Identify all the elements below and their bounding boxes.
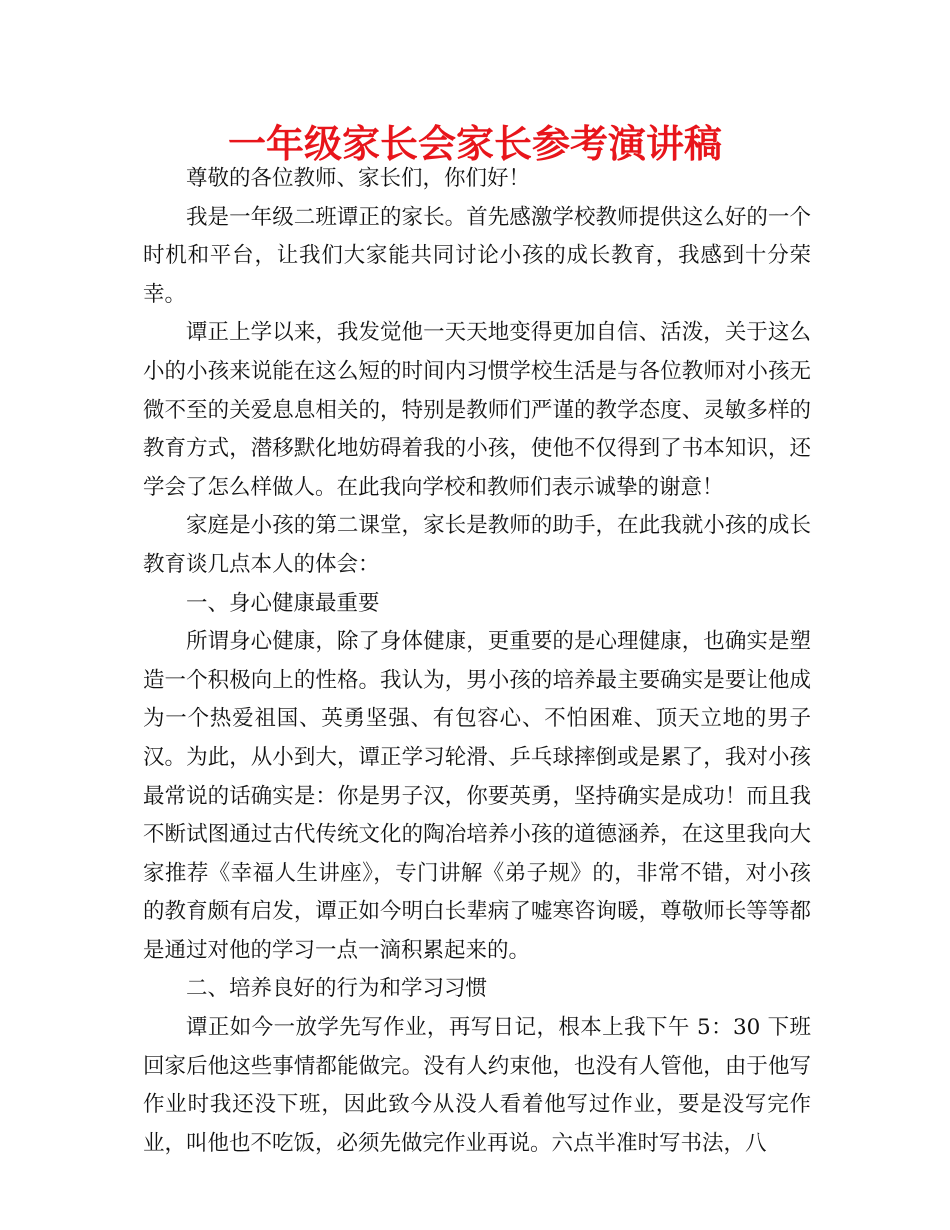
paragraph-family: 家庭是小孩的第二课堂，家长是教师的助手，在此我就小孩的成长教育谈几点本人的体会： (143, 513, 811, 577)
paragraph-health: 所谓身心健康，除了身体健康，更重要的是心理健康，也确实是塑造一个积极向上的性格。我认为，男小孩的培养最主要确实是要让他成为一个热爱祖国、英勇坚强、有包容心、不怕困难、顶天立地的男子汉。为此，从小到大，谭正学习轮滑、乒乓球摔倒或是累了，我对小孩最常说的话确实是：你是男子汉，你要英勇，坚持确实是成功！而且我不断试图通过古代传统文化的陶冶培养小孩的道德涵养，在这里我向大家推荐《幸福人生讲座》，专门讲解《弟子规》的，非常不错，对小孩的教育颇有启发，谭正如今明白长辈病了嘘寒咨询暖，尊敬师长等等都是通过对他的学习一点一滴积累起来的。 (143, 629, 811, 963)
document-title: 一年级家长会家长参考演讲稿 (227, 122, 722, 166)
section-heading-health: 一、身心健康最重要 (186, 590, 380, 616)
paragraph-habits: 谭正如今一放学先写作业，再写日记，根本上我下午 5：30 下班回家后他这些事情都能做完。没有人约束他，也没有人管他，由于他写作业时我还没下班，因此致今从没人看着他写过作业，要是没写完作业，叫他也不吃饭，必须先做完作业再说。六点半准时写书法，八 (143, 1015, 811, 1156)
section-heading-habits: 二、培养良好的行为和学习习惯 (186, 976, 488, 1002)
paragraph-progress: 谭正上学以来，我发觉他一天天地变得更加自信、活泼，关于这么小的小孩来说能在这么短的时间内习惯学校生活是与各位教师对小孩无微不至的关爱息息相关的，特别是教师们严谨的教学态度、灵敏多样的教育方式，潜移默化地妨碍着我的小孩，使他不仅得到了书本知识，还学会了怎么样做人。在此我向学校和教师们表示诚挚的谢意！ (143, 320, 811, 500)
paragraph-greeting: 尊敬的各位教师、家长们，你们好！ (186, 166, 531, 191)
paragraph-intro: 我是一年级二班谭正的家长。首先感激学校教师提供这么好的一个时机和平台，让我们大家能共同讨论小孩的成长教育，我感到十分荣幸。 (143, 204, 811, 307)
document-body (143, 160, 811, 1163)
